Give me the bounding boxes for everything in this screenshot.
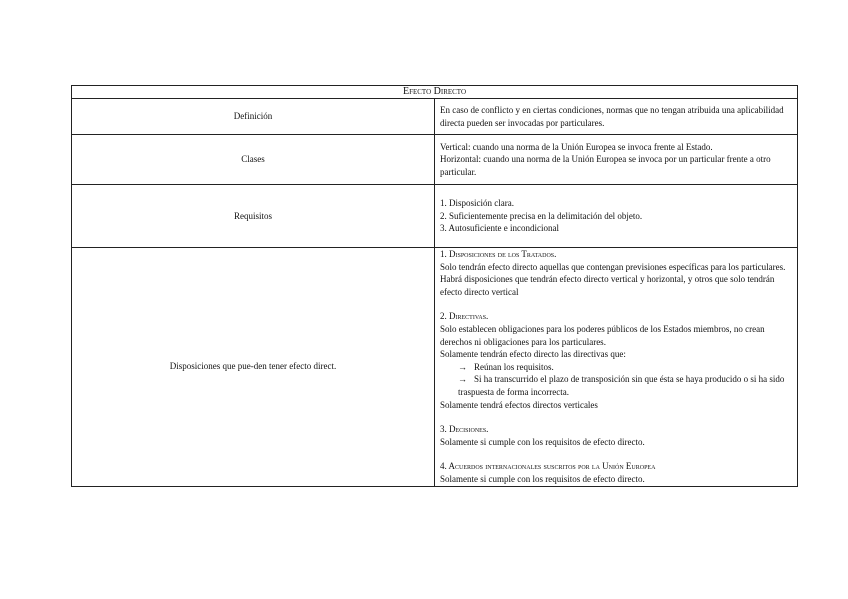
directivas-line-1: Solo establecen obligaciones para los poderes públicos de los Estados miembros, no crean derechos ni obligaciones para los particulares. bbox=[440, 323, 765, 347]
clase-horizontal: Horizontal: cuando una norma de la Unión Europea se invoca por un particular frente a otro particular. bbox=[440, 154, 771, 177]
label-requisitos: Requisitos bbox=[72, 185, 435, 248]
heading-decisiones: 3. Decisiones. bbox=[440, 424, 489, 435]
label-clases: Clases bbox=[72, 135, 435, 185]
directivas-arrow-item-1 bbox=[440, 361, 792, 374]
requisito-2: 2. Suficientemente precisa en la delimitación del objeto. bbox=[440, 210, 643, 221]
arrow-item-text: Reúnan los requisitos. bbox=[474, 361, 554, 372]
arrow-right-icon: → bbox=[458, 361, 467, 372]
value-requisitos bbox=[435, 185, 798, 248]
tratados-line-1: Solo tendrán efecto directo aquellas que contengan previsiones específicas para los particulares. bbox=[440, 261, 786, 272]
heading-acuerdos: 4. Acuerdos internacionales suscritos por la Unión Europea bbox=[440, 461, 656, 472]
heading-tratados: 1. Disposiciones de los Tratados. bbox=[440, 249, 557, 259]
acuerdos-line: Solamente si cumple con los requisitos de efecto directo. bbox=[440, 473, 645, 484]
label-definicion: Definición bbox=[72, 99, 435, 135]
row-clases bbox=[72, 135, 798, 185]
requisito-3: 3. Autosuficiente e incondicional bbox=[440, 223, 559, 234]
directivas-arrow-item-2 bbox=[440, 373, 792, 398]
row-disposiciones bbox=[72, 248, 798, 487]
row-requisitos bbox=[72, 185, 798, 248]
table-title: Efecto Directo bbox=[72, 86, 798, 99]
efecto-directo-table bbox=[71, 85, 798, 487]
decisiones-line: Solamente si cumple con los requisitos de efecto directo. bbox=[440, 436, 645, 447]
row-definicion bbox=[72, 99, 798, 135]
spacer bbox=[440, 298, 792, 310]
requisito-1: 1. Disposición clara. bbox=[440, 198, 514, 209]
heading-directivas: 2. Directivas. bbox=[440, 311, 489, 322]
spacer bbox=[440, 411, 792, 423]
arrow-item-text: Si ha transcurrido el plazo de transposición sin que ésta se haya producido o si ha sido traspuesta de forma incorrecta. bbox=[458, 374, 785, 397]
table-title-row bbox=[72, 86, 798, 99]
directivas-closing: Solamente tendrá efectos directos verticales bbox=[440, 399, 598, 410]
value-definicion: En caso de conflicto y en ciertas condiciones, normas que no tengan atribuida una aplicabilidad directa pueden ser invocadas por particulares. bbox=[435, 99, 798, 135]
spacer bbox=[440, 448, 792, 460]
value-clases bbox=[435, 135, 798, 185]
arrow-right-icon: → bbox=[458, 374, 467, 385]
tratados-line-2: Habrá disposiciones que tendrán efecto directo vertical y horizontal, y otros que solo tendrán efecto directo vertical bbox=[440, 274, 775, 297]
clase-vertical: Vertical: cuando una norma de la Unión Europea se invoca frente al Estado. bbox=[440, 141, 713, 152]
label-disposiciones: Disposiciones que pue-den tener efecto direct. bbox=[72, 248, 435, 487]
value-disposiciones bbox=[435, 248, 798, 487]
efecto-directo-table-container bbox=[71, 85, 798, 487]
directivas-line-2: Solamente tendrán efecto directo las directivas que: bbox=[440, 349, 626, 360]
